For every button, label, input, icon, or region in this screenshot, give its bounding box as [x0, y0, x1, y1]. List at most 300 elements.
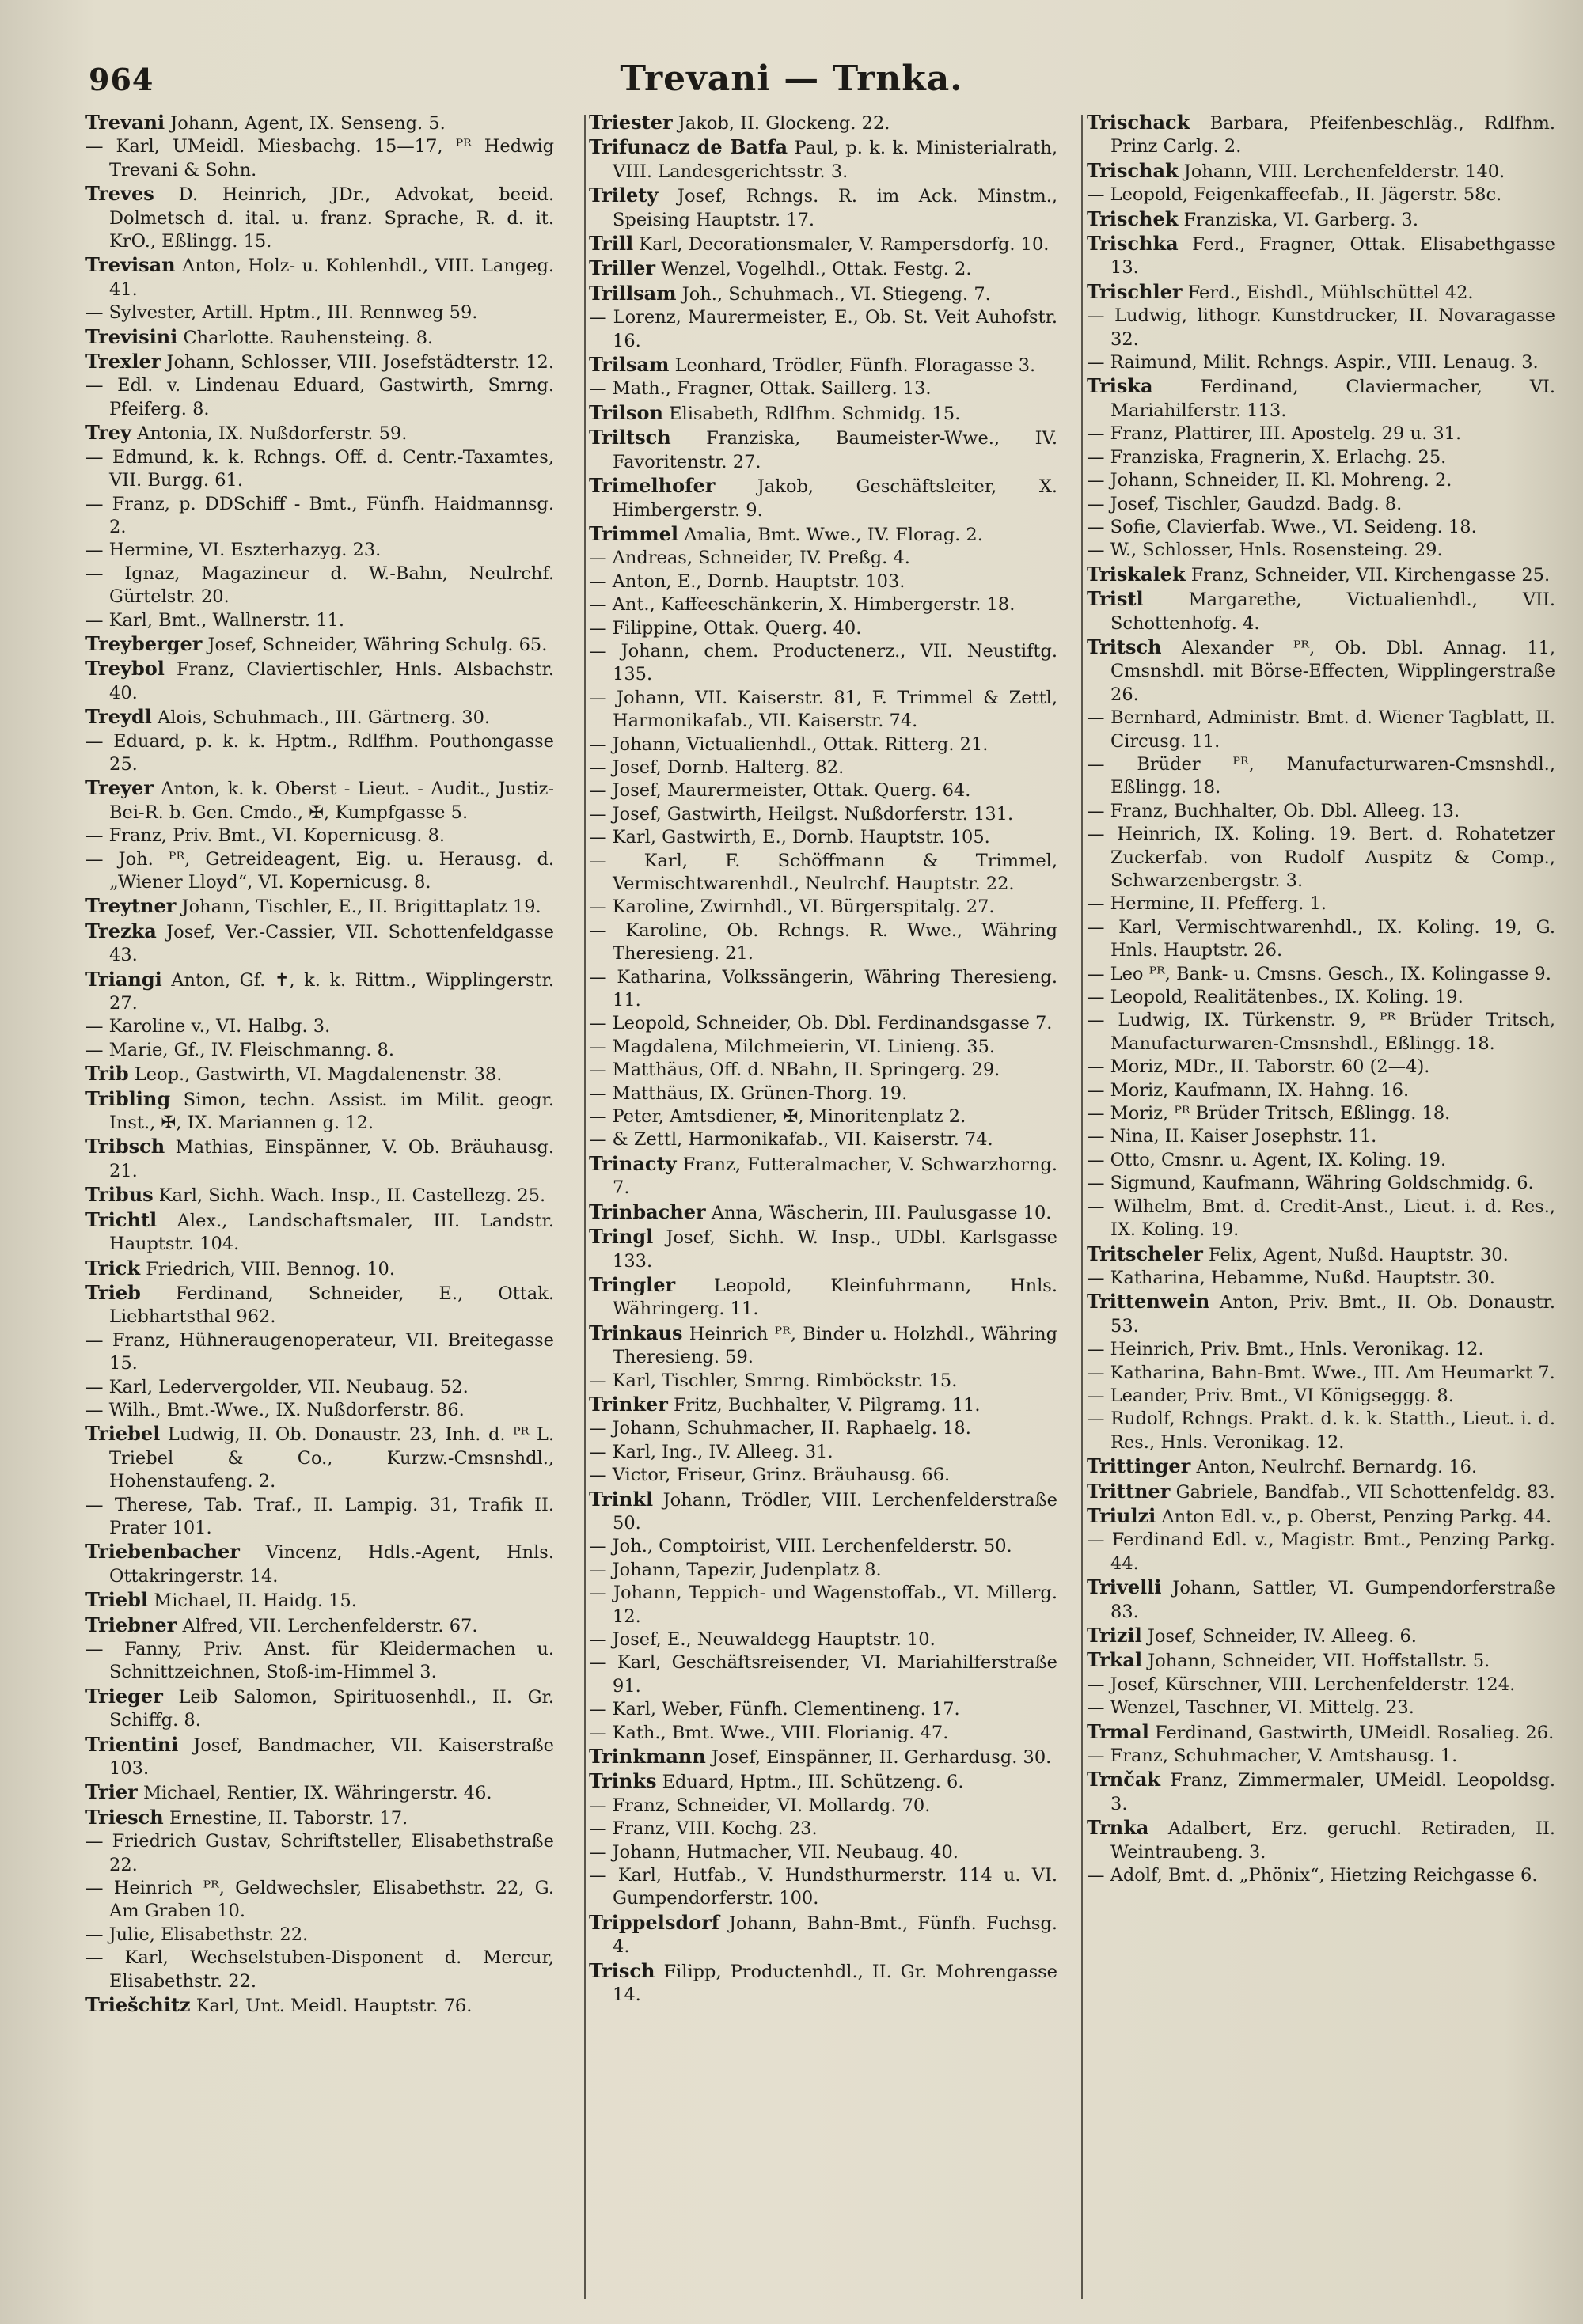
entry-details: Ferdinand, Gastwirth, UMeidl. Rosalieg. 26. [1148, 1722, 1555, 1743]
directory-entry [1087, 1745, 1555, 1768]
directory-entry [589, 896, 1057, 919]
directory-entry [1087, 707, 1555, 753]
directory-entry [1087, 280, 1555, 305]
directory-entry [85, 1947, 554, 1993]
entry-details: Josef, Ver.-Cassier, VII. Schottenfeldgasse 43. [109, 921, 554, 966]
entry-details: Josef, Rchngs. R. im Ack. Minstm., Speising Hauptstr. 17. [613, 186, 1057, 230]
entry-details: Karl, Unt. Meidl. Hauptstr. 76. [190, 1996, 473, 2017]
directory-entry [85, 1399, 554, 1422]
entry-details: Johann, Tischler, E., II. Brigittaplatz 19. [176, 897, 541, 918]
directory-entry [589, 282, 1057, 306]
entry-details: — Franz, VIII. Kochg. 23. [589, 1818, 818, 1840]
entry-details: — Moriz, MDr., II. Taborstr. 60 (2—4). [1087, 1056, 1430, 1078]
directory-entry [1087, 374, 1555, 423]
entry-details: — Franz, Schneider, VI. Mollardg. 70. [589, 1795, 931, 1816]
entry-details: Johann, Sattler, VI. Gumpendorferstraße 83. [1110, 1578, 1555, 1622]
directory-entry [1087, 1149, 1555, 1172]
entry-details: Johann, Schneider, VII. Hoffstallstr. 5. [1142, 1651, 1490, 1672]
entry-details: Franziska, VI. Garberg. 3. [1178, 209, 1418, 230]
directory-entry [1087, 351, 1555, 374]
directory-entry [85, 1588, 554, 1613]
entry-details: Franz, Futteralmacher, V. Schwarzhorng. 7. [613, 1154, 1057, 1199]
entry-details: — Katharina, Volkssängerin, Währing Theresieng. 11. [589, 966, 1057, 1011]
entry-details: — Heinrich, IX. Koling. 19. Bert. d. Rohatetzer Zuckerfab. von Rudolf Auspitz & Comp., Schwarzenbergstr. 3. [1087, 824, 1555, 891]
entry-surname: Trimelhofer [589, 474, 716, 498]
directory-entry [85, 894, 554, 919]
entry-details: — Sofie, Clavierfab. Wwe., VI. Seideng. 18. [1087, 516, 1477, 537]
directory-entry [1087, 823, 1555, 893]
directory-entry [85, 1877, 554, 1924]
entry-surname: Triska [1087, 374, 1153, 398]
directory-entry [589, 640, 1057, 687]
entry-surname: Trizil [1087, 1624, 1142, 1647]
entry-details: Alois, Schuhmach., III. Gärtnerg. 30. [151, 707, 491, 729]
entry-surname: Triller [589, 256, 656, 280]
directory-entry [85, 1993, 554, 2018]
entry-details: — Kath., Bmt. Wwe., VIII. Florianig. 47. [589, 1722, 949, 1743]
entry-details: Felix, Agent, Nußd. Hauptstr. 30. [1202, 1244, 1509, 1265]
entry-details: — Edl. v. Lindenau Eduard, Gastwirth, Smrng. Pfeiferg. 8. [85, 375, 554, 419]
entry-details: — Karoline v., VI. Halbg. 3. [85, 1016, 331, 1037]
directory-entry [85, 1062, 554, 1086]
directory-entry [85, 1329, 554, 1376]
directory-entry [589, 1082, 1057, 1105]
directory-entry [589, 353, 1057, 377]
entry-details: Filipp, Productenhdl., II. Gr. Mohrengasse 14. [613, 1961, 1057, 2006]
entry-surname: Trifunacz de Batfa [589, 135, 788, 159]
entry-details: Leonhard, Trödler, Fünfh. Floragasse 3. [669, 355, 1036, 377]
directory-entry [1087, 1362, 1555, 1385]
entry-details: Franz, Schneider, VII. Kirchengasse 25. [1185, 564, 1551, 586]
entry-surname: Trinbacher [589, 1200, 706, 1223]
directory-entry [589, 779, 1057, 802]
entry-details: Johann, Agent, IX. Senseng. 5. [165, 113, 446, 134]
entry-surname: Trmal [1087, 1719, 1149, 1743]
entry-details: Amalia, Bmt. Wwe., IV. Florag. 2. [678, 524, 983, 545]
directory-entry [589, 111, 1057, 135]
directory-entry [1087, 753, 1555, 800]
entry-details: Josef, Schneider, Währing Schulg. 65. [202, 634, 548, 655]
entry-details: Paul, p. k. k. Ministerialrath, VIII. Landesgerichtsstr. 3. [613, 138, 1057, 182]
entry-details: Simon, techn. Assist. im Milit. geogr. Inst., ✠, IX. Mariannen g. 12. [109, 1089, 554, 1134]
directory-entry [1087, 1172, 1555, 1195]
entry-details: Ludwig, II. Ob. Donaustr. 23, Inh. d. ᴾᴿ L. Triebel & Co., Kurzw.-Cmsnshdl., Hohenstaufeng. 2. [109, 1424, 554, 1492]
directory-entry [589, 1152, 1057, 1200]
directory-entry [1087, 1504, 1555, 1529]
entry-details: — Moriz, ᴾᴿ Brüder Tritsch, Eßlingg. 18. [1087, 1103, 1451, 1124]
directory-entry [1087, 1079, 1555, 1102]
directory-entry [1087, 1624, 1555, 1648]
entry-details: — Marie, Gf., IV. Fleischmanng. 8. [85, 1039, 395, 1060]
entry-details: — Wilh., Bmt.-Wwe., IX. Nußdorferstr. 86. [85, 1399, 465, 1420]
entry-details: — Hermine, VI. Eszterhazyg. 23. [85, 540, 382, 561]
entry-surname: Trinkl [589, 1487, 654, 1511]
entry-details: Leop., Gastwirth, VI. Magdalenenstr. 38. [128, 1064, 503, 1086]
directory-entry [589, 1959, 1057, 2007]
entry-details: — Ludwig, IX. Türkenstr. 9, ᴾᴿ Brüder Tritsch, Manufacturwaren-Cmsnshdl., Eßlingg. 18. [1087, 1010, 1555, 1054]
directory-entry [589, 850, 1057, 897]
entry-details: — Rudolf, Rchngs. Prakt. d. k. k. Statth., Lieut. i. d. Res., Hnls. Veronikag. 12. [1087, 1408, 1555, 1453]
entry-details: — Karl, Geschäftsreisender, VI. Mariahilferstraße 91. [589, 1652, 1057, 1697]
directory-entry [589, 966, 1057, 1013]
entry-details: — Bernhard, Administr. Bmt. d. Wiener Tagblatt, II. Circusg. 11. [1087, 707, 1555, 752]
entry-details: Jakob, II. Glockeng. 22. [672, 113, 890, 134]
entry-surname: Trilson [589, 400, 663, 424]
entry-surname: Trischack [1087, 111, 1190, 134]
directory-entry [589, 256, 1057, 281]
directory-entry [85, 1924, 554, 1947]
entry-details: Michael, II. Haidg. 15. [148, 1590, 357, 1612]
entry-surname: Treyberger [85, 631, 203, 655]
entry-details: — Josef, Gastwirth, Heilgst. Nußdorferstr. 131. [589, 803, 1014, 825]
directory-entry [1087, 1720, 1555, 1745]
entry-surname: Treybol [85, 657, 165, 681]
directory-entry [1087, 1056, 1555, 1079]
entry-details: — Franz, Hühneraugenoperateur, VII. Breitegasse 15. [85, 1329, 554, 1374]
entry-details: — Hermine, II. Pfefferg. 1. [1087, 893, 1327, 915]
directory-entry [1087, 1816, 1555, 1864]
entry-details: — Johann, Hutmacher, VII. Neubaug. 40. [589, 1841, 959, 1863]
directory-entry [1087, 1242, 1555, 1267]
directory-entry [1087, 539, 1555, 562]
entry-details: Gabriele, Bandfab., VII Schottenfeldg. 83. [1170, 1481, 1555, 1503]
entry-surname: Trieb [85, 1280, 141, 1304]
entry-details: Johann, VIII. Lerchenfelderstr. 140. [1178, 161, 1505, 182]
entry-surname: Treyer [85, 776, 154, 800]
entry-details: — Nina, II. Kaiser Josephstr. 11. [1087, 1126, 1377, 1147]
directory-entry [589, 1559, 1057, 1582]
entry-details: — Ferdinand Edl. v., Magistr. Bmt., Penzing Parkg. 44. [1087, 1530, 1555, 1574]
entry-details: — Otto, Cmsnr. u. Agent, IX. Koling. 19. [1087, 1149, 1447, 1170]
directory-entry [589, 1200, 1057, 1225]
directory-entry [1087, 111, 1555, 159]
entry-details: — Franz, Schuhmacher, V. Amtshausg. 1. [1087, 1746, 1458, 1767]
directory-entry [85, 253, 554, 301]
entry-details: — Heinrich, Priv. Bmt., Hnls. Veronikag. 12. [1087, 1339, 1484, 1360]
entry-details: Josef, Einspänner, II. Gerhardusg. 30. [705, 1747, 1052, 1769]
directory-entry [1087, 1768, 1555, 1816]
directory-entry [85, 182, 554, 253]
directory-entry [589, 1698, 1057, 1721]
directory-entry [589, 1225, 1057, 1273]
directory-entry [589, 426, 1057, 474]
directory-entry [589, 756, 1057, 779]
directory-entry [589, 1628, 1057, 1651]
entry-details: Alexander ᴾᴿ, Ob. Dbl. Annag. 11, Cmsnshdl. mit Börse-Effecten, Wipplingerstraße 26. [1110, 637, 1555, 705]
directory-entry [85, 1087, 554, 1135]
directory-entry [1087, 493, 1555, 516]
entry-details: — Josef, Kürschner, VIII. Lerchenfelderstr. 124. [1087, 1674, 1516, 1695]
entry-details: — Edmund, k. k. Rchngs. Off. d. Centr.-Taxamtes, VII. Burgg. 61. [85, 446, 554, 491]
entry-details: Michael, Rentier, IX. Währingerstr. 46. [137, 1783, 492, 1804]
entry-details: — Lorenz, Maurermeister, E., Ob. St. Veit Auhofstr. 16. [589, 307, 1057, 351]
entry-details: — Josef, Tischler, Gaudzd. Badg. 8. [1087, 493, 1403, 514]
entry-surname: Treves [85, 182, 154, 206]
entry-surname: Tringler [589, 1272, 676, 1296]
entry-details: — Adolf, Bmt. d. „Phönix“, Hietzing Reichgasse 6. [1087, 1865, 1538, 1886]
entry-details: Anton, k. k. Oberst - Lieut. - Audit., Justiz-Bei-R. b. Gen. Cmdo., ✠, Kumpfgasse 5. [109, 779, 554, 823]
entry-surname: Tribus [85, 1183, 154, 1207]
directory-entry [1087, 1864, 1555, 1887]
directory-entry [1087, 563, 1555, 587]
entry-details: D. Heinrich, JDr., Advokat, beeid. Dolmetsch d. ital. u. franz. Sprache, R. d. it. KrO., Eßlingg. 15. [109, 184, 554, 252]
entry-details: — Karoline, Ob. Rchngs. R. Wwe., Währing Theresieng. 21. [589, 919, 1057, 965]
entry-details: — Franz, Plattirer, III. Apostelg. 29 u. 31. [1087, 423, 1462, 445]
directory-entry [85, 1638, 554, 1685]
entry-surname: Trinkmann [589, 1745, 706, 1769]
directory-entry [589, 687, 1057, 734]
entry-surname: Trib [85, 1062, 129, 1086]
entry-details: — Peter, Amtsdiener, ✠, Minoritenplatz 2. [589, 1106, 966, 1128]
directory-entry [1087, 1674, 1555, 1697]
entry-details: — Brüder ᴾᴿ, Manufacturwaren-Cmsnshdl., Eßlingg. 18. [1087, 753, 1555, 798]
entry-details: — Franz, Buchhalter, Ob. Dbl. Alleeg. 13. [1087, 800, 1460, 821]
directory-entry [589, 1841, 1057, 1864]
entry-surname: Trnka [1087, 1816, 1149, 1840]
entry-surname: Trittner [1087, 1479, 1171, 1503]
entry-surname: Trippelsdorf [589, 1910, 720, 1934]
directory-entry [1087, 207, 1555, 232]
directory-entry [1087, 1009, 1555, 1056]
directory-entry [1087, 916, 1555, 963]
entry-details: Vincenz, Hdls.-Agent, Hnls. Ottakringerstr. 14. [109, 1542, 554, 1587]
entry-details: — Wilhelm, Bmt. d. Credit-Anst., Lieut. i. d. Res., IX. Koling. 19. [1087, 1196, 1555, 1241]
entry-details: — Ant., Kaffeeschänkerin, X. Himbergerstr. 18. [589, 594, 1015, 616]
entry-details: — Fanny, Priv. Anst. für Kleidermachen u. Schnittzeichnen, Stoß-im-Himmel 3. [85, 1639, 554, 1683]
directory-entry [85, 848, 554, 895]
directory-entry [85, 776, 554, 825]
directory-entry [1087, 469, 1555, 492]
entry-details: Franziska, Baumeister-Wwe., IV. Favoritenstr. 27. [613, 428, 1057, 472]
directory-entry [1087, 800, 1555, 823]
entry-details: — Franz, p. DDSchiff - Bmt., Fünfh. Haidmannsg. 2. [85, 493, 554, 537]
entry-details: — Leopold, Schneider, Ob. Dbl. Ferdinandsgasse 7. [589, 1013, 1053, 1034]
entry-details: Anton, Gf. ✝, k. k. Rittm., Wipplingerstr. 27. [109, 969, 554, 1014]
directory-entry [85, 1540, 554, 1588]
directory-entry [85, 1135, 554, 1183]
entry-surname: Trischak [1087, 158, 1179, 182]
entry-details: Anna, Wäscherin, III. Paulusgasse 10. [705, 1202, 1052, 1223]
entry-surname: Trischek [1087, 207, 1179, 230]
directory-entry [589, 1393, 1057, 1417]
directory-entry [1087, 986, 1555, 1009]
entry-surname: Triebner [85, 1613, 177, 1636]
directory-entry [85, 825, 554, 847]
entry-surname: Triešchitz [85, 1993, 191, 2017]
entry-details: — Friedrich Gustav, Schriftsteller, Elisabethstraße 22. [85, 1831, 554, 1875]
directory-entry [1087, 1529, 1555, 1575]
entry-details: Ferd., Fragner, Ottak. Elisabethgasse 13. [1110, 234, 1555, 279]
entry-surname: Trevisini [85, 324, 178, 348]
entry-details: Elisabeth, Rdlfhm. Schmidg. 15. [662, 403, 961, 424]
directory-entry [85, 563, 554, 609]
entry-surname: Triester [589, 111, 673, 134]
directory-entry [589, 1488, 1057, 1536]
directory-entry [589, 1535, 1057, 1558]
entry-details: — Sylvester, Artill. Hptm., III. Rennweg 59. [85, 302, 478, 324]
directory-entry [589, 474, 1057, 522]
entry-details: — Katharina, Hebamme, Nußd. Hauptstr. 30. [1087, 1267, 1495, 1288]
directory-entry [1087, 184, 1555, 207]
entry-details: — Matthäus, IX. Grünen-Thorg. 19. [589, 1082, 908, 1104]
directory-entry [589, 547, 1057, 570]
entry-details: — Leopold, Feigenkaffeefab., II. Jägerstr. 58c. [1087, 184, 1502, 206]
page-header [0, 0, 1583, 99]
entry-details: Wenzel, Vogelhdl., Ottak. Festg. 2. [655, 259, 972, 280]
entry-surname: Trientini [85, 1732, 179, 1756]
entry-details: — Victor, Friseur, Grinz. Bräuhausg. 66. [589, 1465, 951, 1486]
entry-surname: Tritscheler [1087, 1242, 1203, 1265]
directory-entry [85, 421, 554, 445]
entry-details: — Johann, Victualienhdl., Ottak. Ritterg. 21. [589, 734, 989, 755]
entry-surname: Trier [85, 1780, 138, 1804]
entry-details: Leopold, Kleinfuhrmann, Hnls. Währingerg. 11. [613, 1275, 1057, 1320]
directory-entry [85, 1685, 554, 1733]
entry-details: — Eduard, p. k. k. Hptm., Rdlfhm. Pouthongasse 25. [85, 730, 554, 775]
entry-details: — Josef, Maurermeister, Ottak. Querg. 64. [589, 780, 971, 802]
entry-details: Josef, Sichh. W. Insp., UDbl. Karlsgasse 133. [613, 1227, 1057, 1272]
entry-surname: Trischka [1087, 232, 1179, 256]
directory-entry [589, 1012, 1057, 1035]
entry-details: Johann, Schlosser, VIII. Josefstädterstr. 12. [161, 352, 554, 373]
entry-details: Fritz, Buchhalter, V. Pilgramg. 11. [667, 1394, 981, 1416]
directory-entry [85, 1494, 554, 1541]
directory-entry [589, 1321, 1057, 1370]
entry-details: Jakob, Geschäftsleiter, X. Himbergerstr. 9. [613, 476, 1057, 521]
entry-details: — Karl, F. Schöffmann & Trimmel, Vermischtwarenhdl., Neulrchf. Hauptstr. 22. [589, 850, 1057, 894]
directory-entry [589, 1036, 1057, 1059]
entry-details: — Heinrich ᴾᴿ, Geldwechsler, Elisabethstr. 22, G. Am Graben 10. [85, 1878, 554, 1922]
entry-details: Friedrich, VIII. Bennog. 10. [140, 1258, 395, 1280]
directory-entry [589, 1464, 1057, 1487]
entry-surname: Trinacty [589, 1151, 677, 1175]
directory-entry [1087, 963, 1555, 986]
entry-surname: Trittinger [1087, 1454, 1191, 1478]
directory-entry [1087, 1338, 1555, 1361]
entry-details: Charlotte. Rauhensteing. 8. [177, 327, 434, 348]
entry-details: — Josef, Dornb. Halterg. 82. [589, 756, 845, 778]
directory-entry [589, 919, 1057, 966]
directory-entry [589, 184, 1057, 232]
directory-entry [1087, 159, 1555, 184]
entry-details: — Moriz, Kaufmann, IX. Hahng. 16. [1087, 1079, 1410, 1101]
entry-details: Mathias, Einspänner, V. Ob. Bräuhausg. 21. [109, 1137, 554, 1181]
entry-details: — Karl, Ledervergolder, VII. Neubaug. 52. [85, 1376, 469, 1397]
directory-entry [1087, 1480, 1555, 1504]
directory-entry [85, 446, 554, 493]
entry-surname: Trey [85, 421, 131, 445]
entry-details: — Josef, E., Neuwaldegg Hauptstr. 10. [589, 1629, 936, 1650]
entry-surname: Trischler [1087, 279, 1183, 303]
entry-surname: Trinker [589, 1392, 668, 1416]
entry-surname: Trilsam [589, 353, 670, 377]
entry-details: — Karl, Vermischtwarenhdl., IX. Koling. 19, G. Hnls. Hauptstr. 26. [1087, 916, 1555, 961]
directory-entry [85, 1208, 554, 1257]
directory-entry [589, 1864, 1057, 1911]
entry-details: Johann, Bahn-Bmt., Fünfh. Fuchsg. 4. [613, 1913, 1057, 1958]
entry-details: Antonia, IX. Nußdorferstr. 59. [131, 423, 408, 445]
directory-entry [85, 919, 554, 968]
entry-details: — Sigmund, Kaufmann, Währing Goldschmidg. 6. [1087, 1173, 1534, 1194]
directory-entry [1087, 893, 1555, 916]
entry-details: — Karl, Hutfab., V. Hundsthurmerstr. 114 u. VI. Gumpendorferstr. 100. [589, 1865, 1057, 1909]
entry-surname: Triltsch [589, 426, 671, 449]
entry-details: Johann, Trödler, VIII. Lerchenfelderstraße 50. [613, 1489, 1057, 1534]
entry-details: Barbara, Pfeifenbeschläg., Rdlfhm. Prinz Carlg. 2. [1110, 113, 1555, 157]
entry-details: Eduard, Hptm., III. Schützeng. 6. [656, 1772, 964, 1793]
entry-details: Anton, Priv. Bmt., II. Ob. Donaustr. 53. [1110, 1292, 1555, 1336]
entry-surname: Trinkaus [589, 1321, 683, 1344]
column-1 [85, 111, 554, 2303]
entry-details: — Karl, Weber, Fünfh. Clementineng. 17. [589, 1699, 960, 1720]
directory-entry [85, 1780, 554, 1805]
page-number: 964 [89, 62, 154, 97]
entry-surname: Tristl [1087, 587, 1144, 611]
entry-surname: Tringl [589, 1225, 654, 1249]
column-2 [589, 111, 1057, 2303]
directory-entry [85, 539, 554, 562]
entry-details: — Franziska, Fragnerin, X. Erlachg. 25. [1087, 446, 1447, 468]
directory-entry [589, 1582, 1057, 1628]
entry-surname: Trillsam [589, 281, 677, 305]
entry-details: Adalbert, Erz. geruchl. Retiraden, II. Weintraubeng. 3. [1110, 1818, 1555, 1863]
directory-entry [589, 1417, 1057, 1440]
entry-details: Heinrich ᴾᴿ, Binder u. Holzhdl., Währing Theresieng. 59. [613, 1323, 1057, 1368]
entry-surname: Trexler [85, 350, 161, 373]
directory-entry [589, 617, 1057, 640]
directory-entry [85, 705, 554, 730]
entry-surname: Trimmel [589, 521, 679, 545]
entry-surname: Triangi [85, 967, 162, 991]
directory-entry [1087, 1267, 1555, 1290]
entry-details: Ferd., Eishdl., Mühlschüttel 42. [1182, 282, 1474, 303]
directory-entry [589, 1651, 1057, 1698]
entry-details: — Karl, Gastwirth, E., Dornb. Hauptstr. 105. [589, 827, 990, 848]
entry-details: Margarethe, Victualienhdl., VII. Schottenhofg. 4. [1110, 590, 1555, 634]
directory-entry [1087, 446, 1555, 469]
entry-surname: Trick [85, 1256, 141, 1280]
directory-entry [1087, 1102, 1555, 1125]
directory-entry [85, 1422, 554, 1493]
entry-surname: Trnčak [1087, 1768, 1160, 1791]
directory-entry [85, 301, 554, 324]
directory-entry [1087, 1125, 1555, 1148]
directory-entry [589, 571, 1057, 593]
directory-entry [85, 350, 554, 374]
directory-entry [85, 1281, 554, 1329]
directory-entry [1087, 587, 1555, 635]
directory-entry [85, 1613, 554, 1638]
entry-surname: Treydl [85, 705, 152, 729]
entry-details: Ferdinand, Claviermacher, VI. Mariahilferstr. 113. [1110, 377, 1555, 421]
directory-entry [589, 1128, 1057, 1151]
entry-details: — Wenzel, Taschner, VI. Mittelg. 23. [1087, 1697, 1414, 1719]
directory-entry [589, 1273, 1057, 1321]
directory-entry [85, 111, 554, 135]
entry-details: — Ludwig, lithogr. Kunstdrucker, II. Novaragasse 32. [1087, 305, 1555, 350]
entry-details: — Karoline, Zwirnhdl., VI. Bürgerspitalg. 27. [589, 897, 995, 918]
directory-entry [589, 1105, 1057, 1128]
directory-entry [1087, 1385, 1555, 1408]
entry-details: Anton Edl. v., p. Oberst, Penzing Parkg. 44. [1156, 1506, 1552, 1527]
directory-entry [589, 232, 1057, 256]
entry-surname: Tribling [85, 1086, 171, 1110]
directory-entry [1087, 1408, 1555, 1454]
entry-surname: Tribsch [85, 1135, 165, 1158]
entry-surname: Trinks [589, 1769, 657, 1793]
entry-details: — Andreas, Schneider, IV. Preßg. 4. [589, 548, 910, 569]
directory-entry [85, 325, 554, 350]
